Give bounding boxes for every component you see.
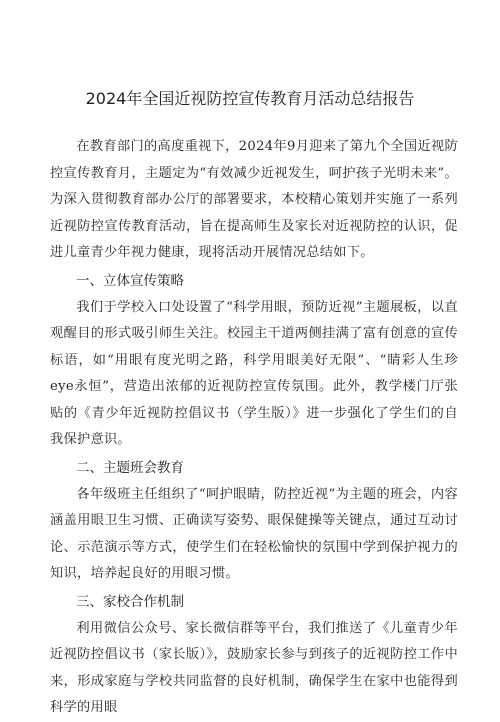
section-paragraph-3: 利用微信公众号、家长微信群等平台，我们推送了《儿童青少年近视防控倡议书（家长版）》，鼓励家长参与到孩子的近视防控工作中来，形成家庭与学校共同监督的良好机制，确保学生在家中也能得到科学的用眼	[50, 620, 458, 715]
document-body	[50, 134, 458, 722]
section-heading-3: 三、家校合作机制	[76, 593, 184, 610]
document-title: 2024年全国近视防控宣传教育月活动总结报告	[85, 89, 415, 108]
section-heading-2: 二、主题班会教育	[76, 459, 184, 476]
section-heading-1: 一、立体宣传策略	[76, 272, 184, 289]
intro-paragraph: 在教育部门的高度重视下，2024年9月迎来了第九个全国近视防控宣传教育月，主题定为“有效减少近视发生，呵护孩子光明未来”。为深入贯彻教育部办公厅的部署要求，本校精心策划并实施了一系列近视防控宣传教育活动，旨在提高师生及家长对近视防控的认识，促进儿童青少年视力健康，现将活动开展情况总结如下。	[50, 139, 458, 260]
section-paragraph-2: 各年级班主任组织了“呵护眼睛，防控近视”为主题的班会，内容涵盖用眼卫生习惯、正确读写姿势、眼保健操等关键点，通过互动讨论、示范演示等方式，使学生们在轻松愉快的氛围中学到保护视力的知识，培养起良好的用眼习惯。	[50, 486, 458, 581]
section-paragraph-1: 我们于学校入口处设置了“科学用眼，预防近视”主题展板，以直观醒目的形式吸引师生关注。校园主干道两侧挂满了富有创意的宣传标语，如“用眼有度光明之路，科学用眼美好无限”、“睛彩人生珍eye永恒”，营造出浓郁的近视防控宣传氛围。此外，教学楼门厅张贴的《青少年近视防控倡议书（学生版）》进一步强化了学生们的自我保护意识。	[50, 299, 458, 447]
